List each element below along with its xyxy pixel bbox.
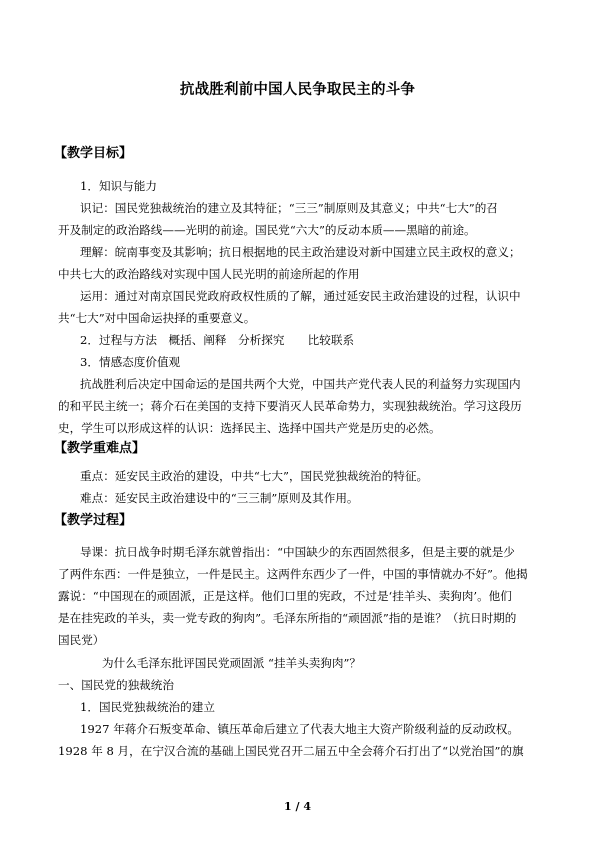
- text-line: 是在挂宪政的羊头，卖一党专政的狗肉”。毛泽东所指的“顽固派”指的是谁？（抗日时期的: [58, 611, 517, 625]
- text-line: 难点：延安民主政治建设中的“三三制”原则及其作用。: [80, 491, 359, 505]
- page-number: 1 / 4: [284, 800, 311, 813]
- text-line: 开及制定的政治路线——光明的前途。国民党“六大”的反动本质——黑暗的前途。: [58, 223, 476, 237]
- text-line: 导课：抗日战争时期毛泽东就曾指出：“中国缺少的东西固然很多，但是主要的就是少: [80, 545, 515, 559]
- text-line: 抗战胜利后决定中国命运的是国共两个大党，中国共产党代表人民的利益努力实现国内: [80, 377, 521, 391]
- text-line: 1927 年蒋介石叛变革命、镇压革命后建立了代表大地主大资产阶级利益的反动政权。: [80, 722, 519, 736]
- text-line: 3．情感态度价值观: [80, 355, 181, 369]
- text-line: 露说：“中国现在的顽固派，正是这样。他们口里的宪政，不过是‘挂羊头、卖狗肉’。他们: [58, 589, 512, 603]
- text-line: 国民党）: [58, 633, 105, 647]
- text-line: 为什么毛泽东批评国民党顽固派 “挂羊头卖狗肉”？: [102, 656, 362, 670]
- text-line: 了两件东西：一件是独立，一件是民主。这两件东西少了一件，中国的事情就办不好”。他揭: [58, 567, 528, 581]
- text-line: 重点：延安民主政治的建设，中共“七大”，国民党独裁统治的特征。: [80, 469, 429, 483]
- heading-teaching-goals: 【教学目标】: [54, 146, 133, 161]
- heading-key-points: 【教学重难点】: [54, 441, 146, 456]
- text-line: 理解：皖南事变及其影响；抗日根据地的民主政治建设对新中国建立民主政权的意义；: [80, 245, 521, 259]
- page-title: 抗战胜利前中国人民争取民主的斗争: [179, 82, 416, 98]
- text-line: 共“七大”对中国命运抉择的重要意义。: [58, 311, 256, 325]
- text-line: 1．知识与能力: [80, 179, 157, 193]
- text-line: 中共七大的政治路线对实现中国人民光明的前途所起的作用: [58, 267, 360, 281]
- text-line: 的和平民主统一；蒋介石在美国的支持下要消灭人民革命势力，实现独裁统治。学习这段历: [58, 399, 522, 413]
- heading-teaching-process: 【教学过程】: [54, 513, 133, 528]
- text-line: 识记：国民党独裁统治的建立及其特征；“三三”制原则及其意义；中共“七大”的召: [80, 201, 498, 215]
- text-line: 2．过程与方法 概括、阐释 分析探究 比较联系: [80, 333, 355, 347]
- text-line: 1928 年 8 月，在宁汉合流的基础上国民党召开二届五中全会蒋介石打出了“以党治国”的旗: [58, 744, 524, 758]
- section-heading: 一、国民党的独裁统治: [58, 678, 174, 692]
- subsection-heading: 1．国民党独裁统治的建立: [80, 700, 215, 714]
- text-line: 运用：通过对南京国民党政府政权性质的了解，通过延安民主政治建设的过程，认识中: [80, 289, 521, 303]
- text-line: 史，学生可以形成这样的认识：选择民主、选择中国共产党是历史的必然。: [58, 421, 441, 435]
